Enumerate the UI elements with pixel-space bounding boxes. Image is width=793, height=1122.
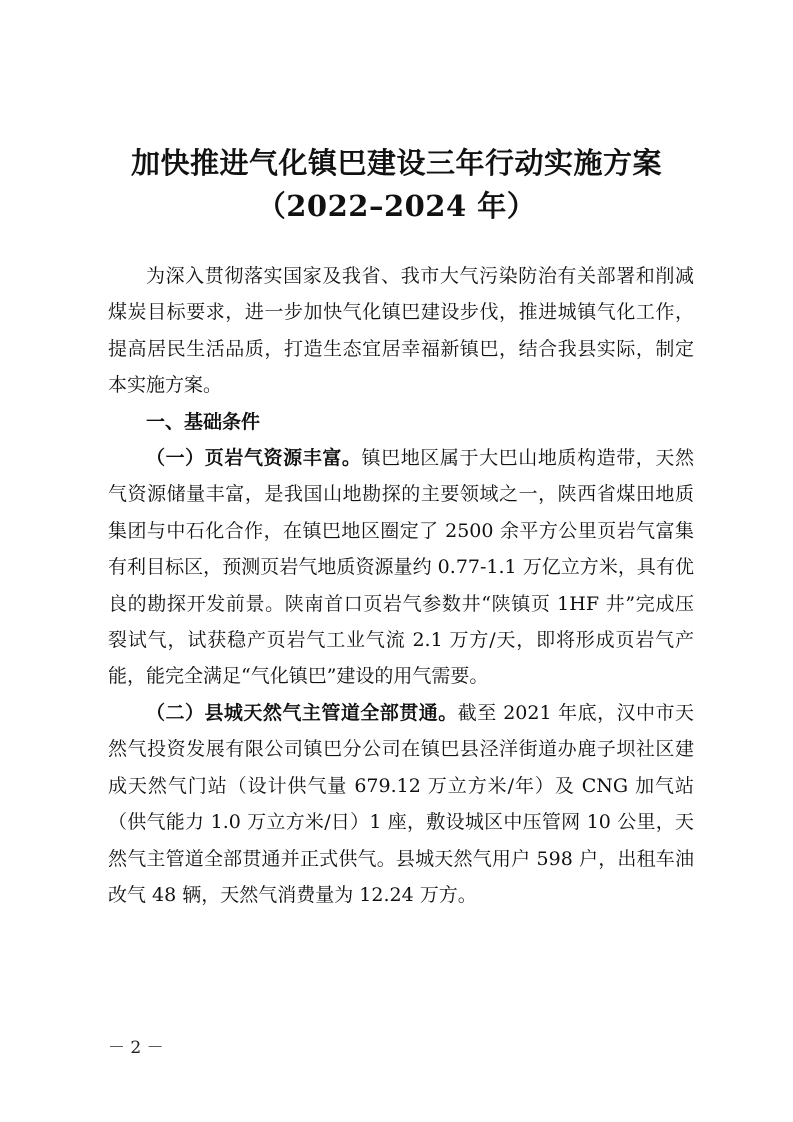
section-heading-basic-conditions: 一、基础条件: [146, 410, 261, 433]
intro-paragraph: 为深入贯彻落实国家及我省、我市大气污染防治有关部署和削减煤炭目标要求，进一步加快气化镇巴建设步伐，推进城镇气化工作，提高居民生活品质，打造生态宜居幸福新镇巴，结合我县实际，制定本实施方案。: [108, 265, 694, 397]
item-1-body: 镇巴地区属于大巴山地质构造带，天然气资源储量丰富，是我国山地勘探的主要领域之一，陕西省煤田地质集团与中石化合作，在镇巴地区圈定了 2500 余平方公里页岩气富集有利目标区，预测页岩气地质资源量约 0.77-1.1 万亿立方米，具有优良的勘探开发前景。陕南首口页岩气参数井“陕镇页 1HF 井”完成压裂试气，试获稳产页岩气工业气流 2.1 万方/天，即将形成页岩气产能，能完全满足“气化镇巴”建设的用气需要。: [108, 447, 694, 688]
item-2-paragraph: [108, 695, 694, 913]
page-number: － 2 －: [108, 1038, 164, 1058]
document-body: [108, 258, 694, 913]
document-subtitle-years: （2022–2024 年）: [256, 189, 537, 223]
item-2-lead: （二）县城天然气主管道全部贯通。: [146, 701, 458, 724]
item-2-body: 截至 2021 年底，汉中市天然气投资发展有限公司镇巴分公司在镇巴县泾洋街道办鹿子坝社区建成天然气门站（设计供气量 679.12 万立方米/年）及 CNG 加气站（供气能力 1.0 万立方米/日）1 座，敷设城区中压管网 10 公里，天然气主管道全部贯通并正式供气。县城天然气用户 598 户，出租车油改气 48 辆，天然气消费量为 12.24 万方。: [108, 701, 694, 906]
document-title: 加快推进气化镇巴建设三年行动实施方案: [130, 146, 662, 180]
item-1-paragraph: [108, 440, 694, 695]
item-1-lead: （一）页岩气资源丰富。: [146, 447, 362, 470]
